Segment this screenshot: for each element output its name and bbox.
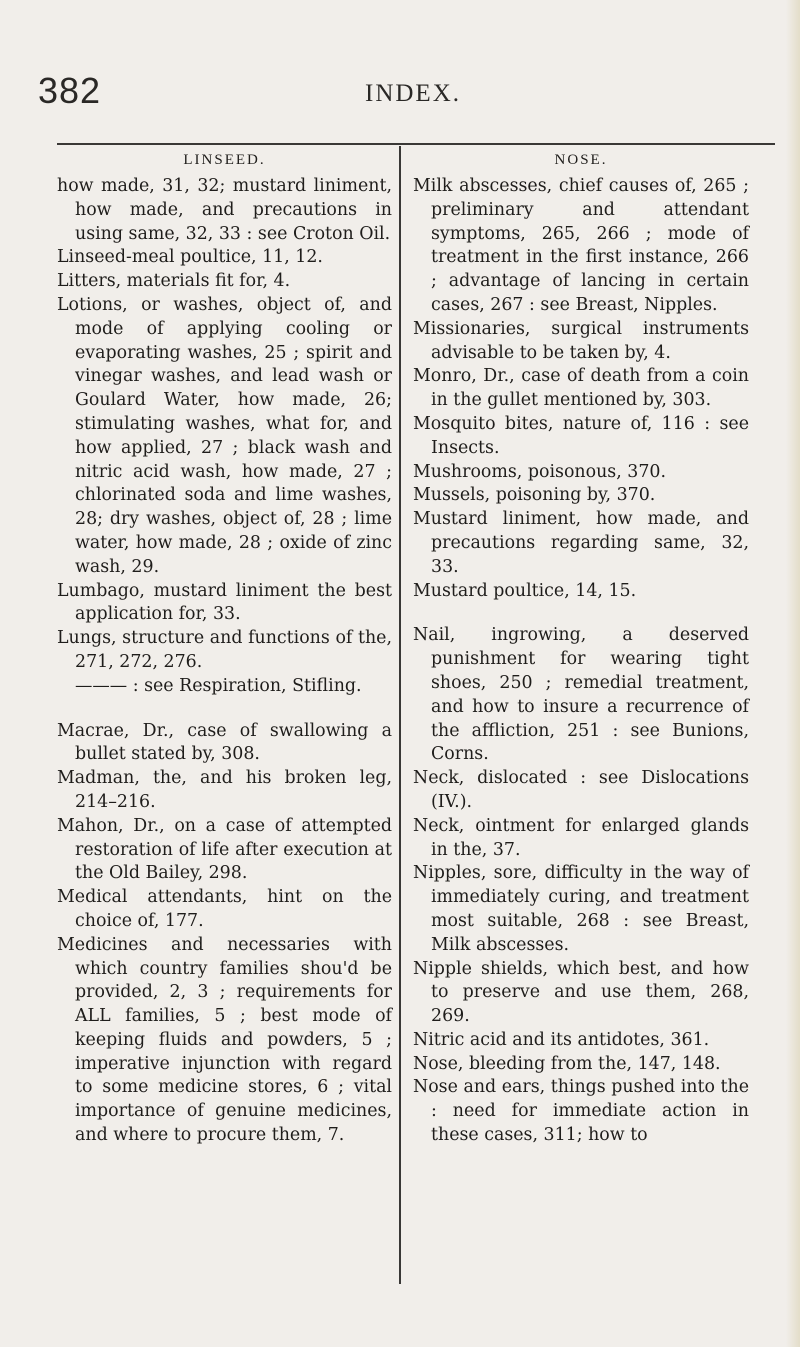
index-entry-neck-dislocated: Neck, dislocated : see Dislocations (IV.). xyxy=(413,768,749,812)
index-entry-mahon: Mahon, Dr., on a case of attempted restoration of life after execution at the Old Bailey, 298. xyxy=(57,815,392,884)
index-entry-madman: Madman, the, and his broken leg, 214–216. xyxy=(57,768,392,812)
index-entry-nose-bleeding: Nose, bleeding from the, 147, 148. xyxy=(413,1053,721,1074)
index-entry-milk-abscesses: Milk abscesses, chief causes of, 265 ; preliminary and attendant symptoms, 265, 266 ; mode of treatment in the first instance, 266 ; advantage of lancing in certain cases, 267 : see Breast, Nipples. xyxy=(413,176,749,315)
section-gap xyxy=(413,603,749,624)
index-entry-nipples: Nipples, sore, difficulty in the way of immediately curing, and treatment most suitable, 268 : see Breast, Milk abscesses. xyxy=(413,863,749,955)
page-edge xyxy=(786,0,800,1347)
index-entry-mussels: Mussels, poisoning by, 370. xyxy=(413,485,656,506)
index-entry-mosquito: Mosquito bites, nature of, 116 : see Insects. xyxy=(413,413,749,458)
index-entry-missionaries: Missionaries, surgical instruments advisable to be taken by, 4. xyxy=(413,318,749,363)
index-entry-litters: Litters, materials fit for, 4. xyxy=(57,271,291,292)
index-entry-medicines: Medicines and necessaries with which country families shou'd be provided, 2, 3 ; requirements for ALL families, 5 ; best mode of keeping fluids and powders, 5 ; imperative injunction with regard to some medicine stores, 6 ; vital importance of genuine medicines, and where to procure them, 7. xyxy=(57,934,392,1146)
index-entry-lungs: Lungs, structure and functions of the, 271, 272, 276. xyxy=(57,628,392,672)
index-entry-lotions: Lotions, or washes, object of, and mode of applying cooling or evaporating washes, 25 ; spirit and vinegar washes, and lead wash or Goulard Water, how made, 26; stimulating washes, what for, and how applied, 27 ; black wash and nitric acid wash, how made, 27 ; chlorinated soda and lime washes, 28; dry washes, object of, 28 ; lime water, how made, 28 ; oxide of zinc wash, 29. xyxy=(57,294,392,577)
index-entry-lumbago: Lumbago, mustard liniment the best application for, 33. xyxy=(57,580,392,625)
left-column xyxy=(57,146,392,1148)
index-entry-mushrooms: Mushrooms, poisonous, 370. xyxy=(413,461,666,482)
left-column-heading: LINSEED. xyxy=(183,152,266,168)
index-entry-lungs-see: ——— : see Respiration, Stifling. xyxy=(75,675,362,696)
index-entry-medical-attendants: Medical attendants, hint on the choice of, 177. xyxy=(57,887,392,931)
index-entry-nail: Nail, ingrowing, a deserved punishment for wearing tight shoes, 250 ; remedial treatment, and how to insure a recurrence of the affliction, 251 : see Bunions, Corns. xyxy=(413,625,749,765)
index-entry-nose-and-ears: Nose and ears, things pushed into the : need for immediate action in these cases, 311; how to xyxy=(413,1077,749,1146)
index-entry-linseed: how made, 31, 32; mustard liniment, how made, and precautions in using same, 32, 33 : see Croton Oil. xyxy=(57,176,392,244)
column-divider xyxy=(399,146,401,1284)
right-column-heading: NOSE. xyxy=(554,152,608,168)
index-entry-mustard-poultice: Mustard poultice, 14, 15. xyxy=(413,580,637,601)
index-entry-nitric-acid: Nitric acid and its antidotes, 361. xyxy=(413,1029,710,1050)
right-column xyxy=(413,146,749,1148)
index-entry-mustard-liniment: Mustard liniment, how made, and precautions regarding same, 32, 33. xyxy=(413,509,749,577)
page-number: 382 xyxy=(38,70,102,111)
index-entry-neck-ointment: Neck, ointment for enlarged glands in the, 37. xyxy=(413,815,749,860)
index-entry-monro: Monro, Dr., case of death from a coin in the gullet mentioned by, 303. xyxy=(413,366,749,411)
section-gap xyxy=(57,699,392,720)
index-entry-macrae: Macrae, Dr., case of swallowing a bullet stated by, 308. xyxy=(57,720,392,765)
index-entry-linseed-meal: Linseed-meal poultice, 11, 12. xyxy=(57,247,323,268)
index-entry-nipple-shields: Nipple shields, which best, and how to preserve and use them, 268, 269. xyxy=(413,958,749,1027)
running-title: INDEX. xyxy=(365,80,462,107)
header-rule xyxy=(57,143,775,145)
